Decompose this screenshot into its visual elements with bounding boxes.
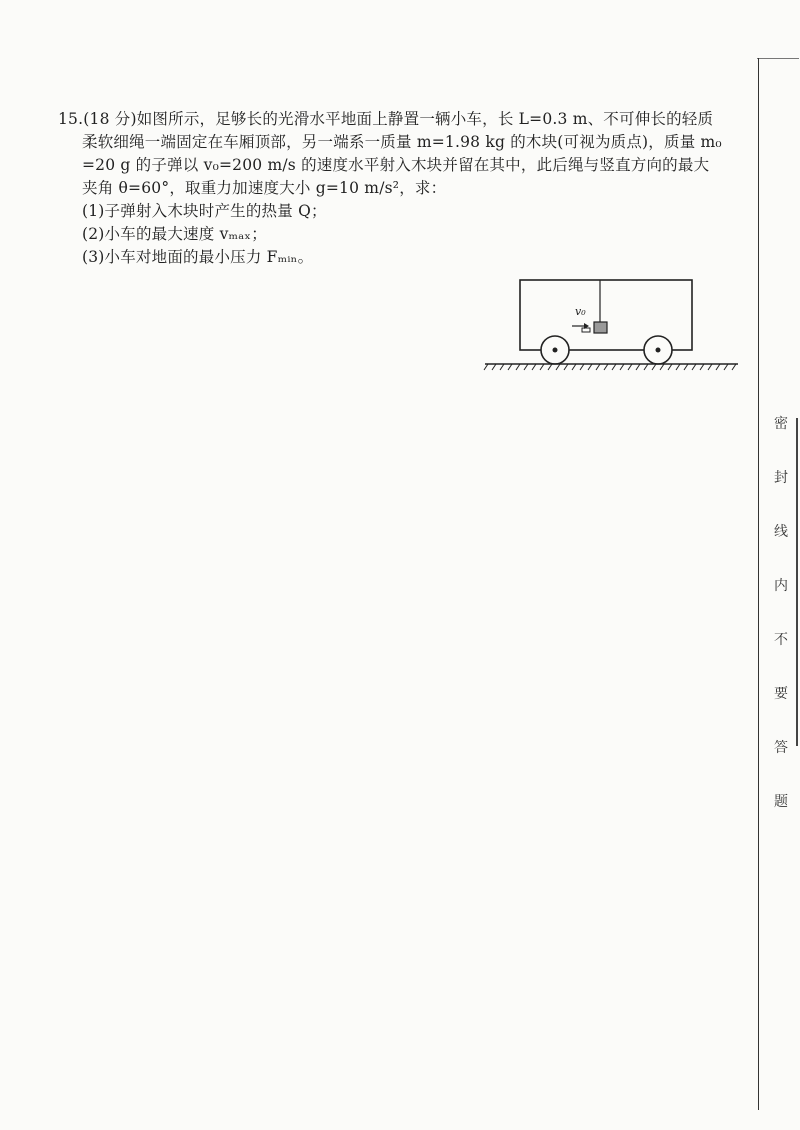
problem-stem-line-2: 柔软细绳一端固定在车厢顶部，另一端系一质量 m=1.98 kg 的木块(可视为质点)，质量 m₀ (82, 133, 722, 151)
question-1: (1)子弹射入木块时产生的热量 Q； (82, 202, 327, 220)
seal-char-8: 题 (774, 794, 788, 810)
question-3: (3)小车对地面的最小压力 Fₘᵢₙ。 (82, 248, 314, 266)
problem-15 (58, 108, 748, 269)
velocity-label: v₀ (575, 305, 586, 318)
wood-block (594, 322, 607, 333)
wheel-left-axle (553, 348, 558, 353)
seal-line-top-rule (757, 58, 799, 59)
wheel-right-axle (656, 348, 661, 353)
question-2: (2)小车的最大速度 vₘₐₓ； (82, 225, 267, 243)
seal-char-1: 密 (774, 416, 788, 432)
problem-number: 15. (58, 110, 84, 128)
seal-char-4: 内 (774, 578, 788, 594)
seal-line-notice (771, 413, 791, 845)
problem-stem-line-3: =20 g 的子弹以 v₀=200 m/s 的速度水平射入木块并留在其中，此后绳与竖直方向的最大 (82, 156, 710, 174)
bullet (582, 328, 590, 332)
stem-text-1: 如图所示，足够长的光滑水平地面上静置一辆小车，长 L=0.3 m、不可伸长的轻质 (136, 110, 714, 128)
seal-char-7: 答 (774, 740, 788, 756)
seal-line-bar (796, 418, 798, 746)
cart-diagram (480, 272, 742, 377)
problem-stem-line-4: 夹角 θ=60°，取重力加速度大小 g=10 m/s²，求： (82, 179, 447, 197)
problem-stem-line-1 (58, 108, 748, 131)
seal-char-5: 不 (774, 632, 788, 648)
seal-char-2: 封 (774, 470, 788, 486)
ground-hatching (484, 364, 736, 370)
seal-line-rule (758, 58, 759, 1110)
seal-char-6: 要 (774, 686, 788, 702)
seal-char-3: 线 (774, 524, 788, 540)
problem-points: (18 分) (83, 110, 137, 128)
